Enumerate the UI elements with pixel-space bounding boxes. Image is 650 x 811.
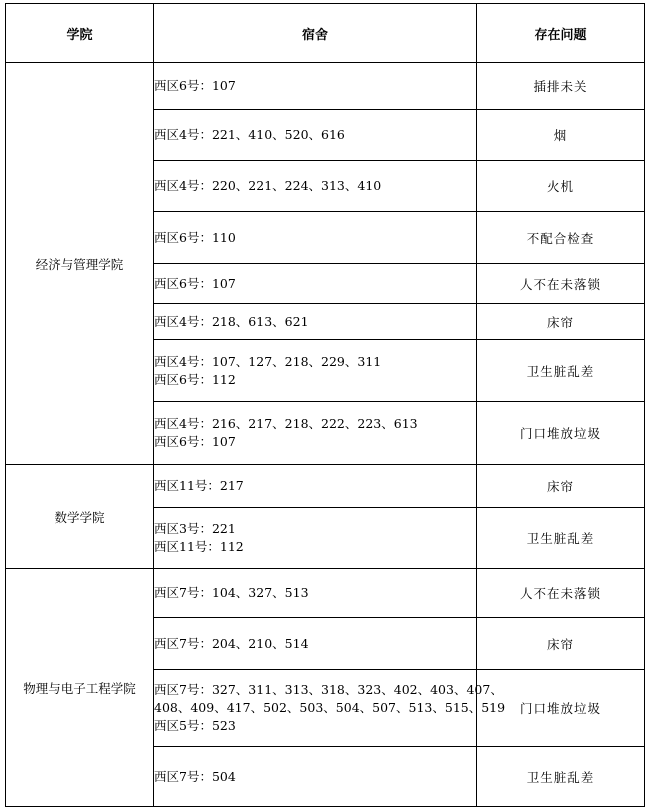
- dorm-cell: [154, 340, 477, 402]
- issue-cell: 烟: [477, 110, 645, 161]
- table-row: [6, 465, 645, 508]
- issue-cell: 不配合检查: [477, 212, 645, 264]
- dorm-cell: [154, 161, 477, 212]
- dorm-line: 西区11号：217: [154, 478, 244, 493]
- issue-cell: 床帘: [477, 618, 645, 670]
- college-cell: 物理与电子工程学院: [6, 569, 154, 807]
- dorm-line: 西区7号：104、327、513: [154, 585, 309, 600]
- dorm-line: 西区11号：112: [154, 539, 244, 554]
- dorm-cell: [154, 110, 477, 161]
- issue-cell: 卫生脏乱差: [477, 340, 645, 402]
- header-college: 学院: [6, 4, 154, 63]
- issue-cell: 床帘: [477, 465, 645, 508]
- dorm-line: 408、409、417、502、503、504、507、513、515、519: [154, 700, 506, 715]
- table-row: [6, 569, 645, 618]
- dorm-cell: [154, 63, 477, 110]
- dorm-line: 西区6号：107: [154, 78, 236, 93]
- issue-cell: 床帘: [477, 304, 645, 340]
- college-cell: 经济与管理学院: [6, 63, 154, 465]
- dorm-line: 西区7号：204、210、514: [154, 635, 309, 651]
- issue-cell: 门口堆放垃圾: [477, 402, 645, 465]
- dorm-line: 西区5号：523: [154, 718, 236, 733]
- issue-cell: 火机: [477, 161, 645, 212]
- table-body: [6, 63, 645, 807]
- dorm-cell: [154, 465, 477, 508]
- dorm-cell: [154, 618, 477, 670]
- dorm-line: 西区7号：504: [154, 768, 236, 784]
- dorm-cell: [154, 212, 477, 264]
- dorm-cell: [154, 402, 477, 465]
- dorm-cell: [154, 508, 477, 569]
- dorm-line: 西区3号：221: [154, 521, 236, 536]
- dorm-cell: [154, 670, 506, 747]
- table-row: [6, 63, 645, 110]
- dorm-line: 西区6号：110: [154, 229, 236, 245]
- dorm-line: 西区4号：107、127、218、229、311: [154, 353, 382, 369]
- dorm-line: 西区4号：218、613、621: [154, 313, 309, 329]
- dorm-line: 西区6号：112: [154, 371, 236, 387]
- dorm-line: 西区4号：221、410、520、616: [154, 127, 345, 142]
- issue-cell: 插排未关: [477, 63, 645, 110]
- dorm-line: 西区4号：216、217、218、222、223、613: [154, 416, 418, 431]
- dorm-line: 西区6号：107: [154, 275, 236, 291]
- header-dorm: 宿舍: [154, 4, 477, 63]
- dorm-cell: [154, 747, 477, 807]
- dorm-cell: [154, 569, 477, 618]
- header-issue: 存在问题: [477, 4, 645, 63]
- issue-cell: 门口堆放垃圾: [477, 670, 645, 747]
- dorm-line: 西区4号：220、221、224、313、410: [154, 178, 382, 193]
- issue-cell: 卫生脏乱差: [477, 508, 645, 569]
- dorm-cell: [154, 264, 477, 304]
- header-row: [6, 4, 645, 63]
- college-cell: 数学学院: [6, 465, 154, 569]
- dorm-inspection-table: [5, 3, 645, 807]
- dorm-cell: [154, 304, 477, 340]
- issue-cell: 人不在未落锁: [477, 569, 645, 618]
- dorm-line: 西区7号：327、311、313、318、323、402、403、407、: [154, 682, 503, 697]
- issue-cell: 人不在未落锁: [477, 264, 645, 304]
- issue-cell: 卫生脏乱差: [477, 747, 645, 807]
- dorm-line: 西区6号：107: [154, 434, 236, 449]
